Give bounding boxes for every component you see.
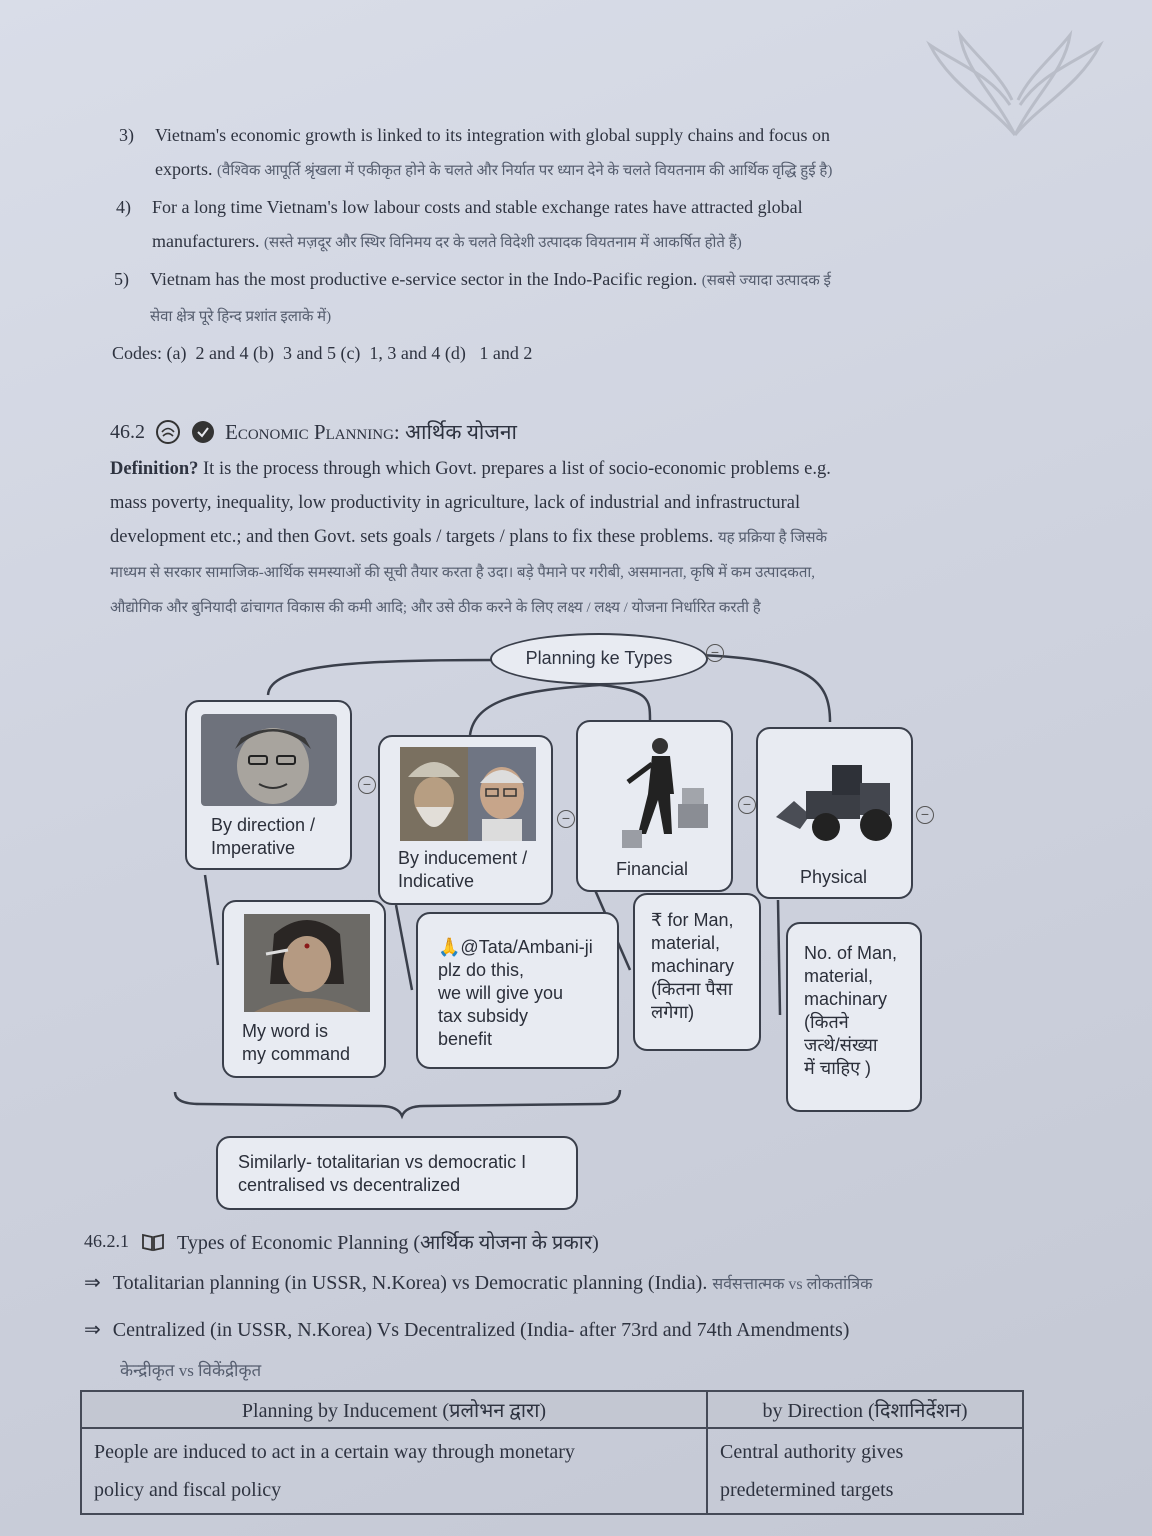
detail-label: ₹ for Man, material, machinary (कितना पैसा लगेगा) — [651, 910, 735, 1022]
detail-box-tax-subsidy — [416, 912, 619, 1069]
definition-line-3: development etc.; and then Govt. sets goals / targets / plans to fix these problems. — [110, 527, 714, 547]
detail-box-quantity — [786, 922, 922, 1112]
similarly-box — [216, 1136, 578, 1210]
comparison-table — [80, 1390, 1024, 1515]
table-header: Planning by Inducement (प्रलोभन द्वारा) — [81, 1391, 707, 1428]
detail-box-command — [222, 900, 386, 1078]
portrait-image — [400, 747, 536, 841]
businessman-illustration — [608, 734, 718, 852]
detail-box-money — [633, 893, 761, 1051]
similarly-label: Similarly- totalitarian vs democratic I centralised vs decentralized — [238, 1152, 527, 1195]
collapse-icon[interactable]: − — [916, 806, 934, 824]
question-text-hi-cont: सेवा क्षेत्र पूरे हिन्द प्रशांत इलाके में) — [150, 309, 332, 325]
mindmap-root-label: Planning ke Types — [525, 648, 673, 668]
definition-hi-1: यह प्रक्रिया है जिसके — [717, 530, 828, 546]
table-cell: People are induced to act in a certain way through monetary policy and fiscal policy — [81, 1428, 707, 1514]
definition-line-1: It is the process through which Govt. prepares a list of socio-economic problems e.g. — [203, 459, 831, 479]
table-header: by Direction (दिशानिर्देशन) — [707, 1391, 1023, 1428]
question-text-hi: (वैश्विक आपूर्ति श्रृंखला में एकीकृत होने के चलते और निर्यात पर ध्यान देने के चलते वियतनाम की आर्थिक वृद्धि हुई है) — [217, 163, 833, 179]
question-text-en: Vietnam has the most productive e-service sector in the Indo-Pacific region. — [150, 269, 698, 289]
type-label: By inducement / Indicative — [398, 848, 528, 891]
section-title: Economic Planning: आर्थिक योजना — [225, 420, 517, 444]
detail-label: No. of Man, material, machinary (कितने जत्थे/संख्या में चाहिए ) — [804, 943, 898, 1078]
subsection-number: 46.2.1 — [84, 1231, 129, 1251]
type-box-direction — [185, 700, 352, 870]
question-number: 4) — [116, 197, 131, 217]
type-label: Financial — [616, 859, 689, 879]
table-cell: Central authority gives predetermined targets — [707, 1428, 1023, 1514]
definition-hi-3: औद्योगिक और बुनियादी ढांचागत विकास की कमी आदि; और उसे ठीक करने के लिए लक्ष्य / लक्ष्य / योजना निर्धारित करती है — [110, 600, 761, 616]
bullet-totalitarian: ⇒ Totalitarian planning (in USSR, N.Korea) vs Democratic planning (India). सर्वसत्तात्मक vs लोकतांत्रिक — [84, 1272, 873, 1294]
type-label: Physical — [800, 867, 868, 887]
question-number: 5) — [114, 269, 129, 289]
arrow-icon: ⇒ — [84, 1319, 101, 1341]
collapse-icon[interactable]: − — [557, 810, 575, 828]
subsection-title: Types of Economic Planning (आर्थिक योजना के प्रकार) — [177, 1232, 599, 1254]
table-header-row — [81, 1391, 1023, 1428]
collapse-icon[interactable]: − — [358, 776, 376, 794]
woman-portrait-image — [244, 914, 370, 1012]
question-text-en: Vietnam's economic growth is linked to its integration with global supply chains and focus on — [155, 125, 831, 145]
detail-label: 🙏@Tata/Ambani-ji plz do this, we will give you tax subsidy benefit — [438, 937, 593, 1049]
pray-icon: 🙏 — [438, 937, 461, 957]
portrait-image — [201, 714, 337, 806]
mindmap-root — [490, 633, 708, 685]
type-label: By direction / Imperative — [211, 815, 316, 858]
definition-label: Definition? — [110, 459, 199, 479]
answer-codes: Codes: (a) 2 and 4 (b) 3 and 5 (c) 1, 3 and 4 (d) 1 and 2 — [112, 343, 533, 363]
question-text-hi: (सबसे ज्यादा उत्पादक ई — [701, 273, 831, 289]
type-box-inducement — [378, 735, 553, 905]
question-number: 3) — [119, 125, 134, 145]
question-text-en: For a long time Vietnam's low labour costs and stable exchange rates have attracted global — [152, 197, 803, 217]
bullet-centralized: ⇒ Centralized (in USSR, N.Korea) Vs Decentralized (India- after 73rd and 74th Amendments) केन्द्रीकृत vs विकेंद्रीकृत — [84, 1319, 850, 1380]
section-number: 46.2 — [110, 420, 145, 443]
arrow-icon: ⇒ — [84, 1272, 101, 1294]
subsection-heading — [84, 1228, 599, 1255]
definition-line-2: mass poverty, inequality, low productivity in agriculture, lack of industrial and infrastructural — [110, 493, 801, 513]
definition-hi-2: माध्यम से सरकार सामाजिक-आर्थिक समस्याओं की सूची तैयार करता है उदा। बड़े पैमाने पर गरीबी, असमानता, कृषि में कम उत्पादकता, — [110, 565, 816, 581]
book-icon — [141, 1232, 165, 1252]
collapse-icon[interactable]: − — [738, 796, 756, 814]
question-text-hi: (सस्ते मज़दूर और स्थिर विनिमय दर के चलते विदेशी उत्पादक वियतनाम में आकर्षित होते हैं) — [263, 235, 742, 251]
bulldozer-illustration — [770, 747, 905, 847]
type-box-financial — [576, 720, 733, 892]
question-text-en-cont: manufacturers. — [152, 231, 260, 251]
type-box-physical — [756, 727, 913, 899]
collapse-icon[interactable]: − — [706, 644, 724, 662]
table-row — [81, 1428, 1023, 1514]
detail-label: My word is my command — [242, 1021, 351, 1064]
question-text-en-cont: exports. — [155, 159, 213, 179]
